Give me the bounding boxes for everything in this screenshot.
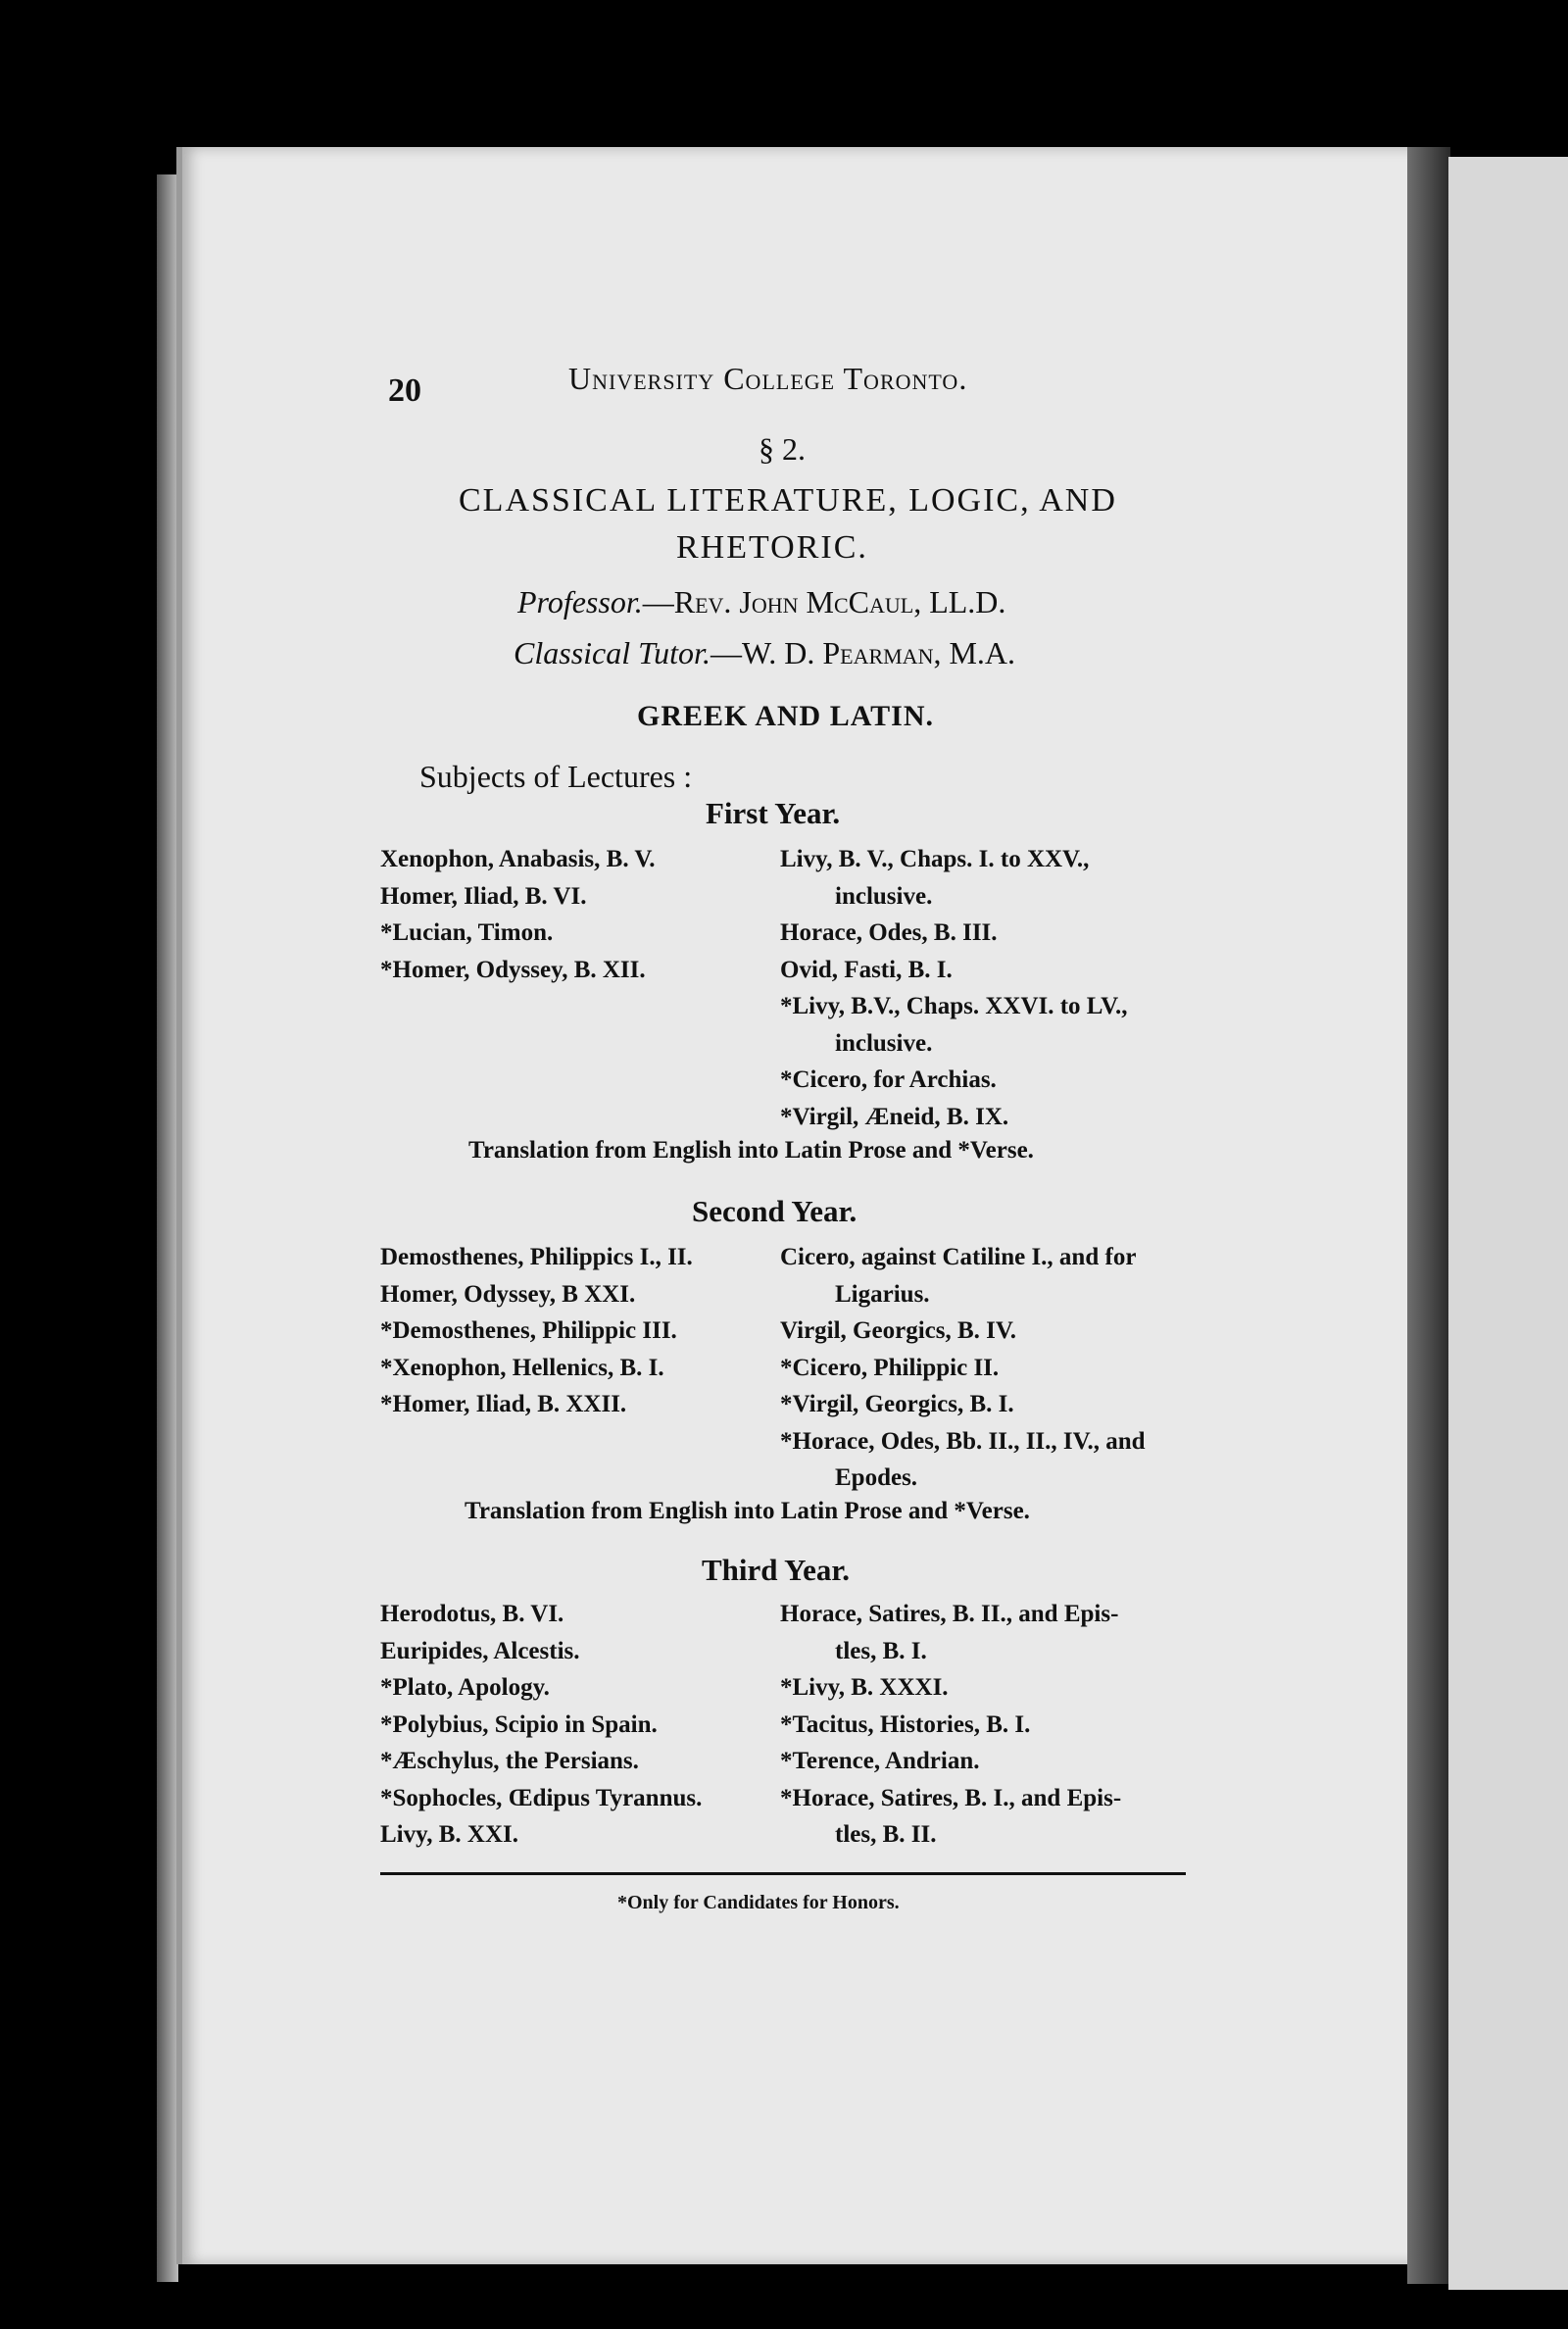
first-year-heading: First Year.: [706, 796, 841, 830]
section-mark: § 2.: [759, 431, 806, 467]
first-year-translation: Translation from English into Latin Prose and *Verse.: [468, 1137, 1034, 1164]
first-year-right-column: [780, 841, 1128, 1135]
third-year-right-column: [780, 1596, 1121, 1854]
subjects-intro: Subjects of Lectures :: [419, 759, 693, 794]
list-item: Virgil, Georgics, B. IV.: [780, 1317, 1016, 1344]
second-year-right-column: [780, 1239, 1146, 1497]
list-item: *Livy, B. XXXI.: [780, 1674, 949, 1701]
list-item-continuation: inclusive.: [835, 882, 933, 910]
section-title-line-1: CLASSICAL LITERATURE, LOGIC, AND: [459, 482, 1117, 519]
list-item: *Horace, Odes, Bb. II., II., IV., and: [780, 1427, 1146, 1455]
second-year-translation: Translation from English into Latin Prose and *Verse.: [465, 1498, 1030, 1524]
list-item: *Terence, Andrian.: [780, 1748, 980, 1774]
third-year-heading: Third Year.: [702, 1553, 851, 1587]
list-item: Homer, Iliad, B. VI.: [380, 882, 587, 910]
book-gutter: [1407, 147, 1450, 2284]
list-item: Herodotus, B. VI.: [380, 1601, 564, 1627]
list-item-continuation: tles, B. I.: [835, 1637, 927, 1664]
subheading: GREEK AND LATIN.: [637, 700, 934, 732]
list-item: Euripides, Alcestis.: [380, 1637, 580, 1664]
list-item: Demosthenes, Philippics I., II.: [380, 1244, 693, 1270]
list-item-continuation: Epodes.: [835, 1464, 918, 1491]
list-item: *Homer, Odyssey, B. XII.: [380, 956, 646, 983]
list-item: *Æschylus, the Persians.: [380, 1748, 639, 1774]
footnote-rule: [380, 1872, 1186, 1875]
second-year-left-column: [380, 1239, 693, 1423]
list-item: *Tacitus, Histories, B. I.: [780, 1710, 1031, 1738]
tutor-role: Classical Tutor.: [514, 635, 710, 670]
section-title-line-2: RHETORIC.: [676, 529, 868, 566]
page-edge: [157, 174, 178, 2282]
list-item: *Plato, Apology.: [380, 1674, 550, 1701]
list-item: Ovid, Fasti, B. I.: [780, 956, 953, 983]
first-year-left-column: [380, 841, 655, 988]
list-item: *Virgil, Æneid, B. IX.: [780, 1103, 1009, 1130]
list-item: *Sophocles, Œdipus Tyrannus.: [380, 1784, 703, 1811]
second-year-heading: Second Year.: [692, 1194, 858, 1228]
list-item: Horace, Satires, B. II., and Epis-: [780, 1601, 1119, 1627]
professor-role: Professor.: [517, 584, 643, 619]
list-item-continuation: Ligarius.: [835, 1280, 930, 1308]
running-head: University College Toronto.: [568, 361, 968, 396]
list-item: Livy, B. XXI.: [380, 1821, 519, 1848]
third-year-left-column: [380, 1596, 702, 1854]
list-item: *Homer, Iliad, B. XXII.: [380, 1391, 627, 1417]
list-item: Homer, Odyssey, B XXI.: [380, 1280, 636, 1308]
list-item: *Polybius, Scipio in Spain.: [380, 1710, 658, 1738]
list-item: *Demosthenes, Philippic III.: [380, 1317, 677, 1344]
footnote: *Only for Candidates for Honors.: [617, 1892, 900, 1913]
list-item: Horace, Odes, B. III.: [780, 919, 998, 946]
list-item: *Virgil, Georgics, B. I.: [780, 1391, 1014, 1417]
list-item: *Lucian, Timon.: [380, 919, 554, 946]
page-number: 20: [388, 372, 421, 409]
list-item: *Cicero, Philippic II.: [780, 1354, 1000, 1381]
list-item-continuation: inclusive.: [835, 1029, 933, 1057]
list-item: *Livy, B.V., Chaps. XXVI. to LV.,: [780, 993, 1128, 1019]
list-item: Xenophon, Anabasis, B. V.: [380, 846, 656, 872]
list-item: *Cicero, for Archias.: [780, 1066, 997, 1093]
professor-name: —Rev. John McCaul, LL.D.: [642, 584, 1006, 619]
list-item: *Horace, Satires, B. I., and Epis-: [780, 1784, 1122, 1811]
facing-page-edge: [1448, 157, 1568, 2290]
tutor-line: [514, 635, 1015, 671]
list-item-continuation: tles, B. II.: [835, 1821, 937, 1848]
list-item: Livy, B. V., Chaps. I. to XXV.,: [780, 846, 1090, 872]
list-item: *Xenophon, Hellenics, B. I.: [380, 1354, 664, 1381]
professor-line: [517, 584, 1005, 620]
tutor-name: —W. D. Pearman, M.A.: [710, 635, 1016, 670]
list-item: Cicero, against Catiline I., and for: [780, 1244, 1137, 1270]
